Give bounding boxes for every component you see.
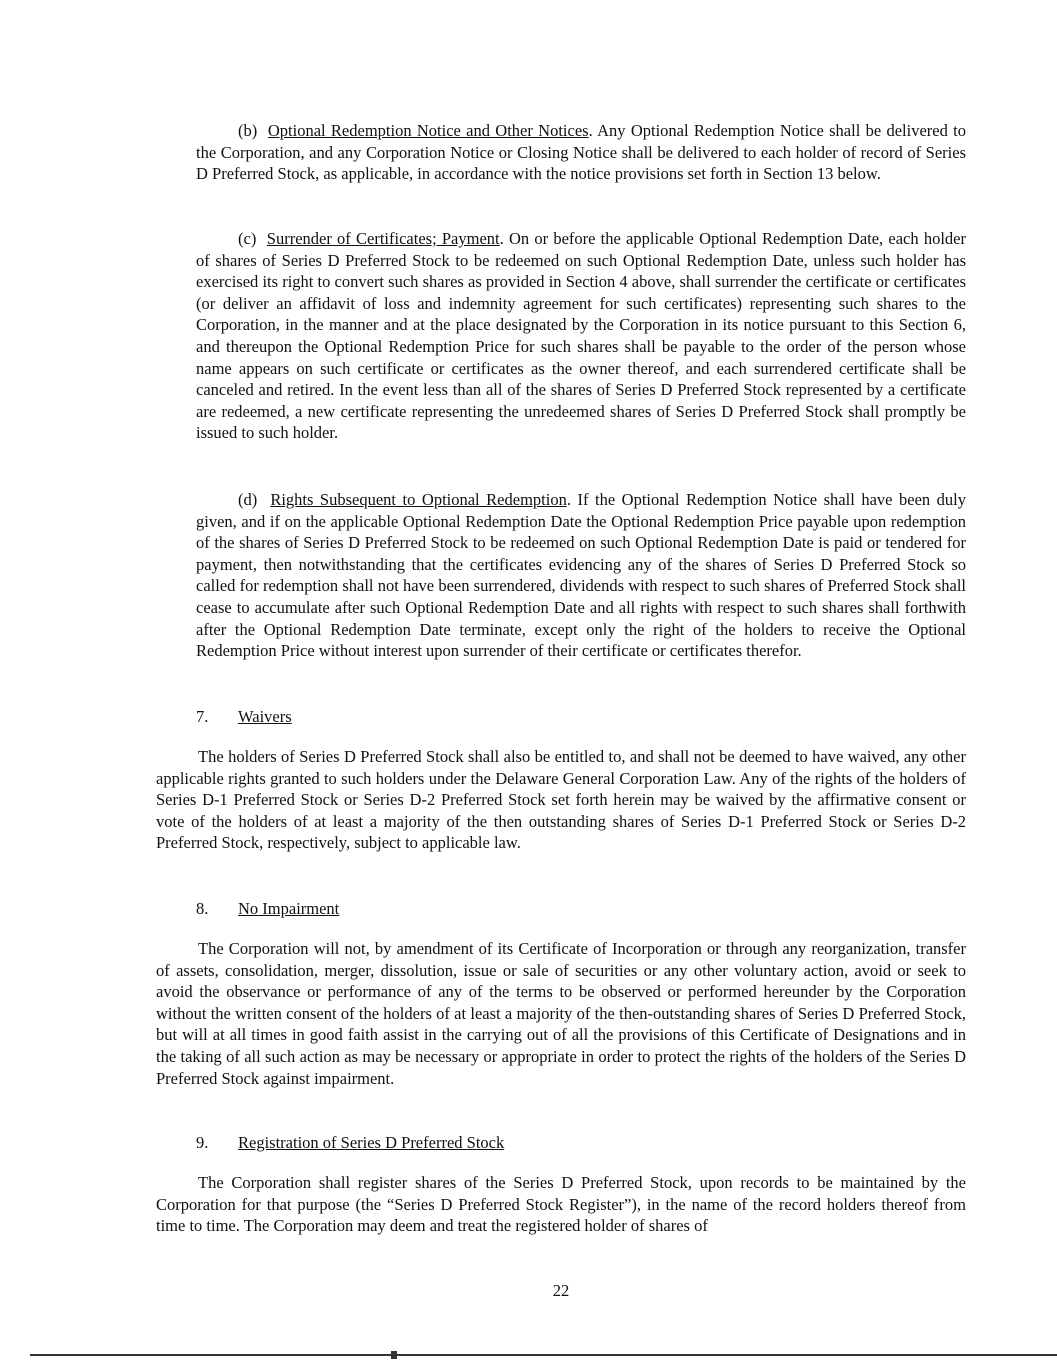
section-7-heading xyxy=(196,706,292,728)
section-9-title: Registration of Series D Preferred Stock xyxy=(238,1133,505,1152)
paragraph-c-body: . On or before the applicable Optional Redemption Date, each holder of shares of Series D Preferred Stock to be redeemed on such Optional Redemption Date, unless such holder has exercised its right to convert such shares as provided in Section 4 above, shall surrender the certificate or certificates (or deliver an affidavit of loss and indemnity agreement for such certificates) representing such shares to the Corporation, in the manner and at the place designated by the Corporation in its notice pursuant to this Section 6, and thereupon the Optional Redemption Price for such shares shall be payable to the order of the person whose name appears on such certificate or certificates as the owner thereof, and each surrendered certificate shall be canceled and retired. In the event less than all of the shares of Series D Preferred Stock represented by a certificate are redeemed, a new certificate representing the unredeemed shares of Series D Preferred Stock shall promptly be issued to such holder. xyxy=(196,229,967,443)
page-number: 22 xyxy=(552,1281,570,1300)
section-8-heading xyxy=(196,898,339,920)
section-7-body: The holders of Series D Preferred Stock shall also be entitled to, and shall not be deemed to have waived, any other applicable rights granted to such holders under the Delaware General Corporation Law. Any of the rights of the holders of Series D-1 Preferred Stock or Series D-2 Preferred Stock set forth herein may be waived by the affirmative consent or vote of the holders of at least a majority of the then outstanding shares of Series D-1 Preferred Stock or Series D-2 Preferred Stock, respectively, subject to applicable law. xyxy=(156,747,966,853)
paragraph-d-heading: Rights Subsequent to Optional Redemption xyxy=(270,490,567,509)
section-8-number: 8. xyxy=(196,899,209,918)
paragraph-d-label: (d) xyxy=(238,490,258,509)
section-9-number: 9. xyxy=(196,1133,209,1152)
section-7-number: 7. xyxy=(196,707,209,726)
paragraph-d-body: . If the Optional Redemption Notice shall have been duly given, and if on the applicable Optional Redemption Date the Optional Redemption Price payable upon redemption of the shares of Series D Preferred Stock to be redeemed on such Optional Redemption Date is paid or tendered for payment, then notwithstanding that the certificates evidencing any of the shares of Series D Preferred Stock so called for redemption shall not have been surrendered, dividends with respect to such shares of Preferred Stock shall cease to accumulate after such Optional Redemption Date and all rights with respect to such shares shall forthwith after the Optional Redemption Date terminate, except only the right of the holders to receive the Optional Redemption Price without interest upon surrender of their certificate or certificates therefor. xyxy=(196,490,967,661)
bottom-rule-mark xyxy=(391,1351,397,1359)
paragraph-b-label: (b) xyxy=(238,121,258,140)
paragraph-b-heading: Optional Redemption Notice and Other Notices xyxy=(267,121,589,140)
paragraph-b xyxy=(196,120,966,185)
section-7-title: Waivers xyxy=(238,707,292,726)
section-9-heading xyxy=(196,1132,504,1154)
section-8-body: The Corporation will not, by amendment of its Certificate of Incorporation or through any reorganization, transfer of assets, consolidation, merger, dissolution, issue or sale of securities or any other voluntary action, avoid or seek to avoid the observance or performance of any of the terms to be observed or performed hereunder by the Corporation without the written consent of the holders of at least a majority of the then-outstanding shares of Series D Preferred Stock, but will at all times in good faith assist in the carrying out of all the provisions of this Certificate of Designations and in the taking of all such action as may be necessary or appropriate in order to protect the rights of the holders of the Series D Preferred Stock against impairment. xyxy=(156,939,966,1088)
paragraph-b-body: . Any Optional Redemption Notice shall be delivered to the Corporation, and any Corporation Notice or Closing Notice shall be delivered to each holder of record of Series D Preferred Stock, as applicable, in accordance with the notice provisions set forth in Section 13 below. xyxy=(196,121,967,184)
paragraph-d xyxy=(196,489,966,662)
section-8-title: No Impairment xyxy=(238,899,340,918)
bottom-rule xyxy=(30,1354,1057,1356)
paragraph-c xyxy=(196,228,966,444)
paragraph-c-label: (c) xyxy=(238,229,257,248)
paragraph-c-heading: Surrender of Certificates; Payment xyxy=(266,229,500,248)
section-9-body: The Corporation shall register shares of the Series D Preferred Stock, upon records to be maintained by the Corporation for that purpose (the “Series D Preferred Stock Register”), in the name of the record holders thereof from time to time. The Corporation may deem and treat the registered holder of shares of xyxy=(156,1173,966,1236)
